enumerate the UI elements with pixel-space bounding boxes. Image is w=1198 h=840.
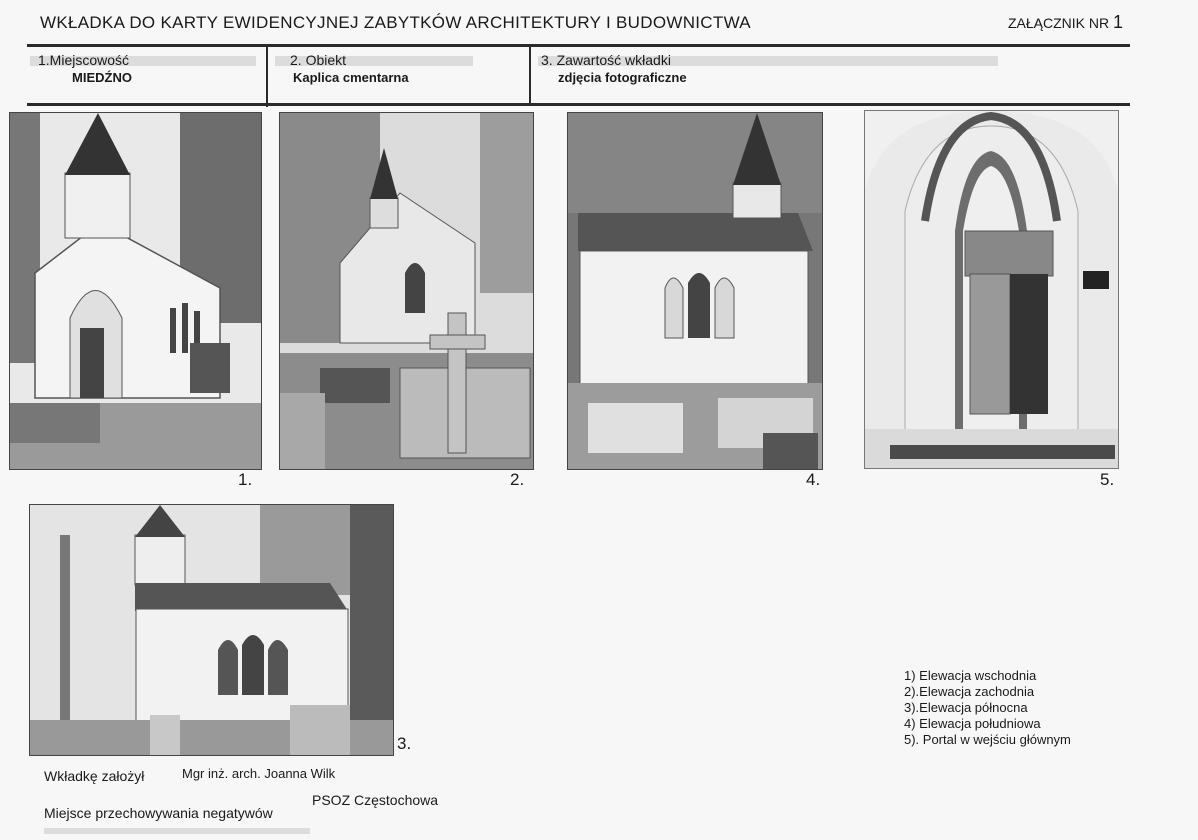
author-name: Mgr inż. arch. Joanna Wilk [182, 766, 336, 781]
field-divider-2 [529, 47, 531, 105]
field-label-object: 2. Obiekt [290, 52, 347, 68]
photo-north-elevation [29, 504, 394, 756]
field-label-contents: 3. Zawartość wkładki [541, 52, 671, 68]
photo-main-portal [864, 110, 1119, 469]
photo-legend [904, 668, 1071, 748]
legend-item-5: 5). Portal w wejściu głównym [904, 732, 1071, 747]
photo-number-4: 4. [806, 470, 821, 489]
photo-number-2: 2. [510, 470, 525, 489]
document-title: WKŁADKA DO KARTY EWIDENCYJNEJ ZABYTKÓW ARCHITEKTURY I BUDOWNICTWA [40, 13, 751, 32]
legend-item-2: 2).Elewacja zachodnia [904, 684, 1035, 699]
photo-number-5: 5. [1100, 470, 1115, 489]
photo-west-elevation [279, 112, 534, 470]
attachment-label-text: ZAŁĄCZNIK NR [1008, 15, 1110, 31]
photo-south-elevation [567, 112, 823, 470]
legend-item-1: 1) Elewacja wschodnia [904, 668, 1037, 683]
negatives-label: Miejsce przechowywania negatywów [44, 805, 273, 821]
photo-number-1: 1. [238, 470, 253, 489]
attachment-number: 1 [1113, 12, 1124, 32]
field-label-locality: 1.Miejscowość [38, 52, 130, 68]
attachment-label [1008, 12, 1123, 33]
legend-item-4: 4) Elewacja południowa [904, 716, 1041, 731]
photo-number-3: 3. [397, 734, 412, 753]
field-value-contents: zdjęcia fotograficzne [558, 70, 687, 85]
negatives-location: PSOZ Częstochowa [312, 792, 439, 808]
header-bottom-rule [27, 103, 1130, 106]
author-label: Wkładkę założył [44, 768, 145, 784]
field-value-locality: MIEDŹNO [72, 70, 132, 85]
footer-shade [44, 828, 310, 834]
header-top-rule [27, 44, 1130, 47]
photo-east-elevation [9, 112, 262, 470]
field-divider-1 [266, 47, 268, 107]
legend-item-3: 3).Elewacja północna [904, 700, 1028, 715]
field-value-object: Kaplica cmentarna [293, 70, 409, 85]
